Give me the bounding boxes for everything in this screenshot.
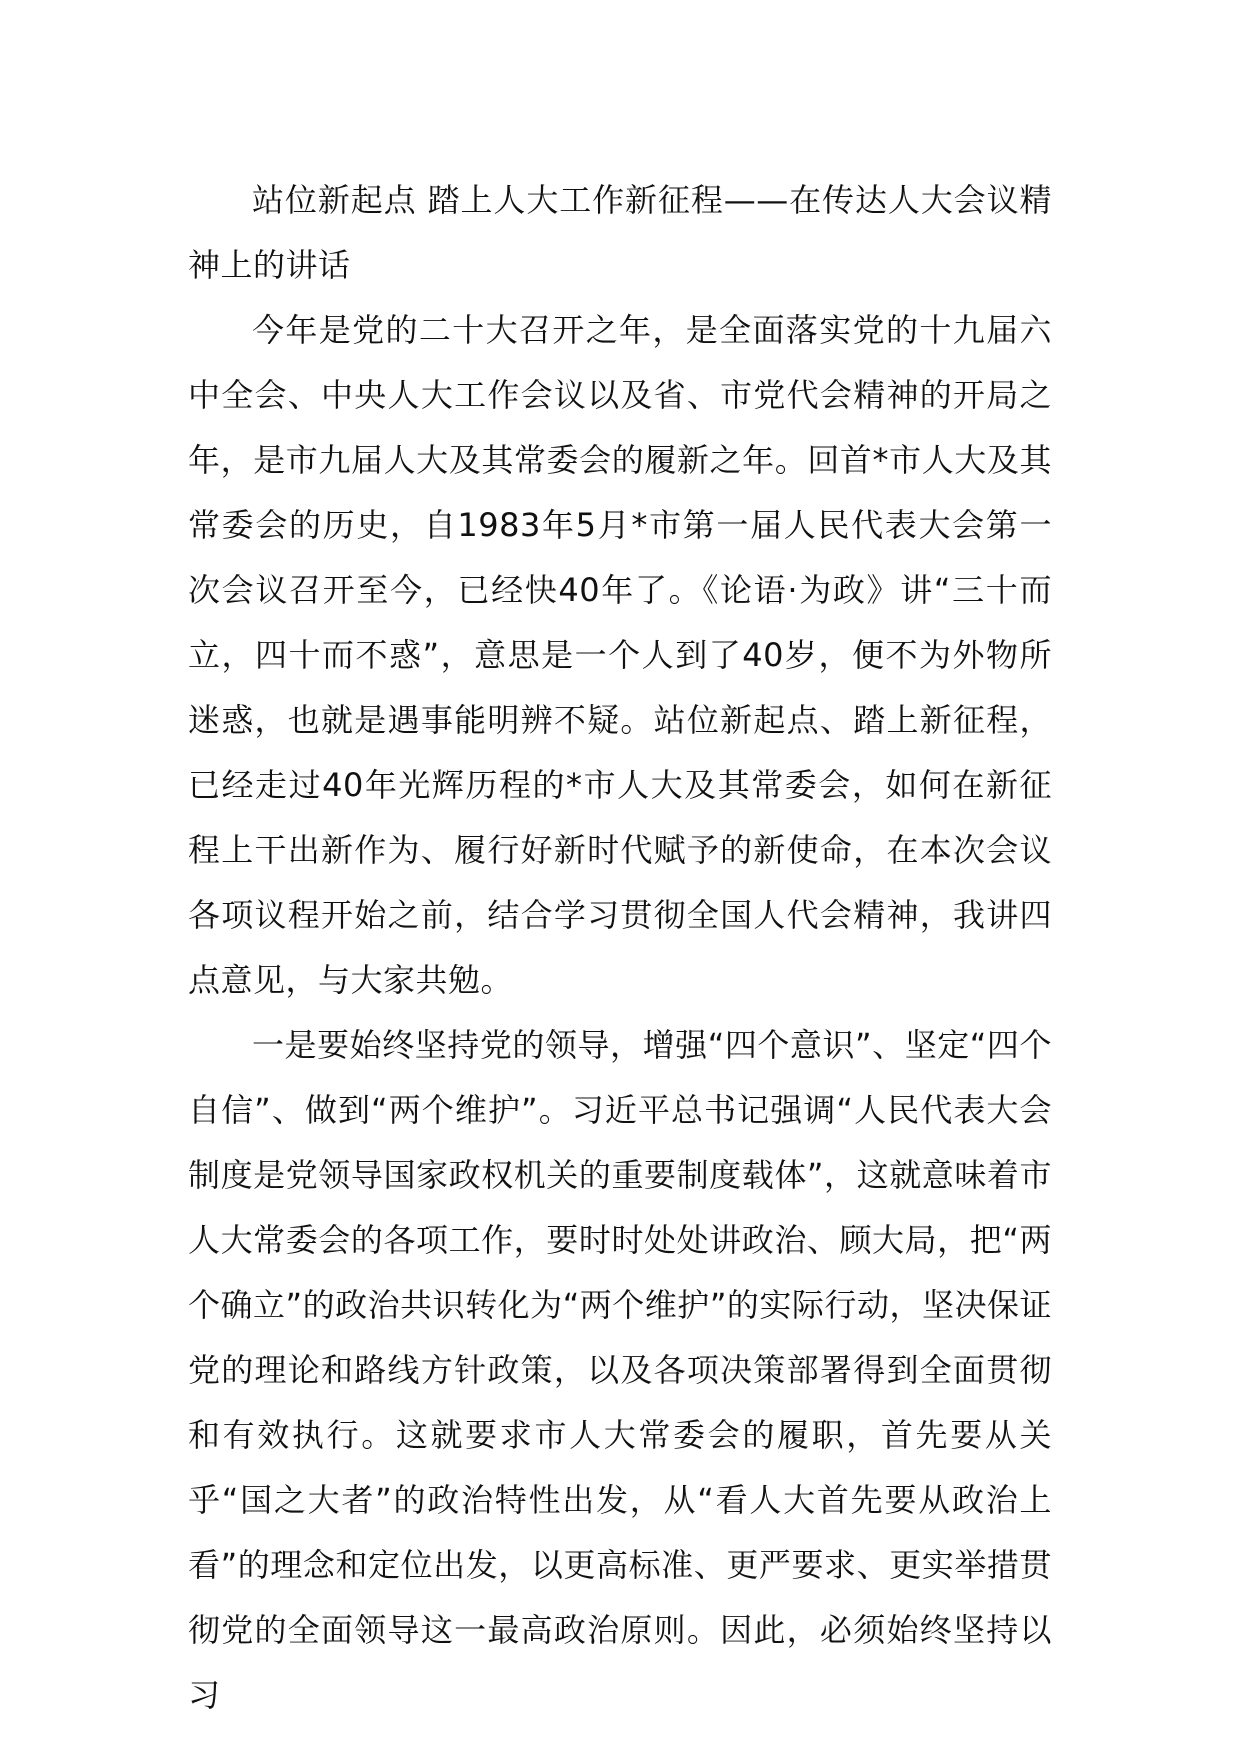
paragraph-1: 今年是党的二十大召开之年，是全面落实党的十九届六中全会、中央人大工作会议以及省、市党代会精神的开局之年，是市九届人大及其常委会的履新之年。回首*市人大及其常委会的历史，自1983年5月*市第一届人民代表大会第一次会议召开至今，已经快40年了。《论语·为政》讲“三十而立，四十而不惑”，意思是一个人到了40岁，便不为外物所迷惑，也就是遇事能明辨不疑。站位新起点、踏上新征程，已经走过40年光辉历程的*市人大及其常委会，如何在新征程上干出新作为、履行好新时代赋予的新使命，在本次会议各项议程开始之前，结合学习贯彻全国人代会精神，我讲四点意见，与大家共勉。 <box>188 311 1052 999</box>
document-title: 站位新起点 踏上人大工作新征程——在传达人大会议精神上的讲话 <box>188 181 1052 284</box>
document-body <box>188 168 1052 1728</box>
paragraph-2: 一是要始终坚持党的领导，增强“四个意识”、坚定“四个自信”、做到“两个维护”。习近平总书记强调“人民代表大会制度是党领导国家政权机关的重要制度载体”，这就意味着市人大常委会的各项工作，要时时处处讲政治、顾大局，把“两个确立”的政治共识转化为“两个维护”的实际行动，坚决保证党的理论和路线方针政策，以及各项决策部署得到全面贯彻和有效执行。这就要求市人大常委会的履职，首先要从关乎“国之大者”的政治特性出发，从“看人大首先要从政治上看”的理念和定位出发，以更高标准、更严要求、更实举措贯彻党的全面领导这一最高政治原则。因此，必须始终坚持以习 <box>188 1026 1052 1714</box>
